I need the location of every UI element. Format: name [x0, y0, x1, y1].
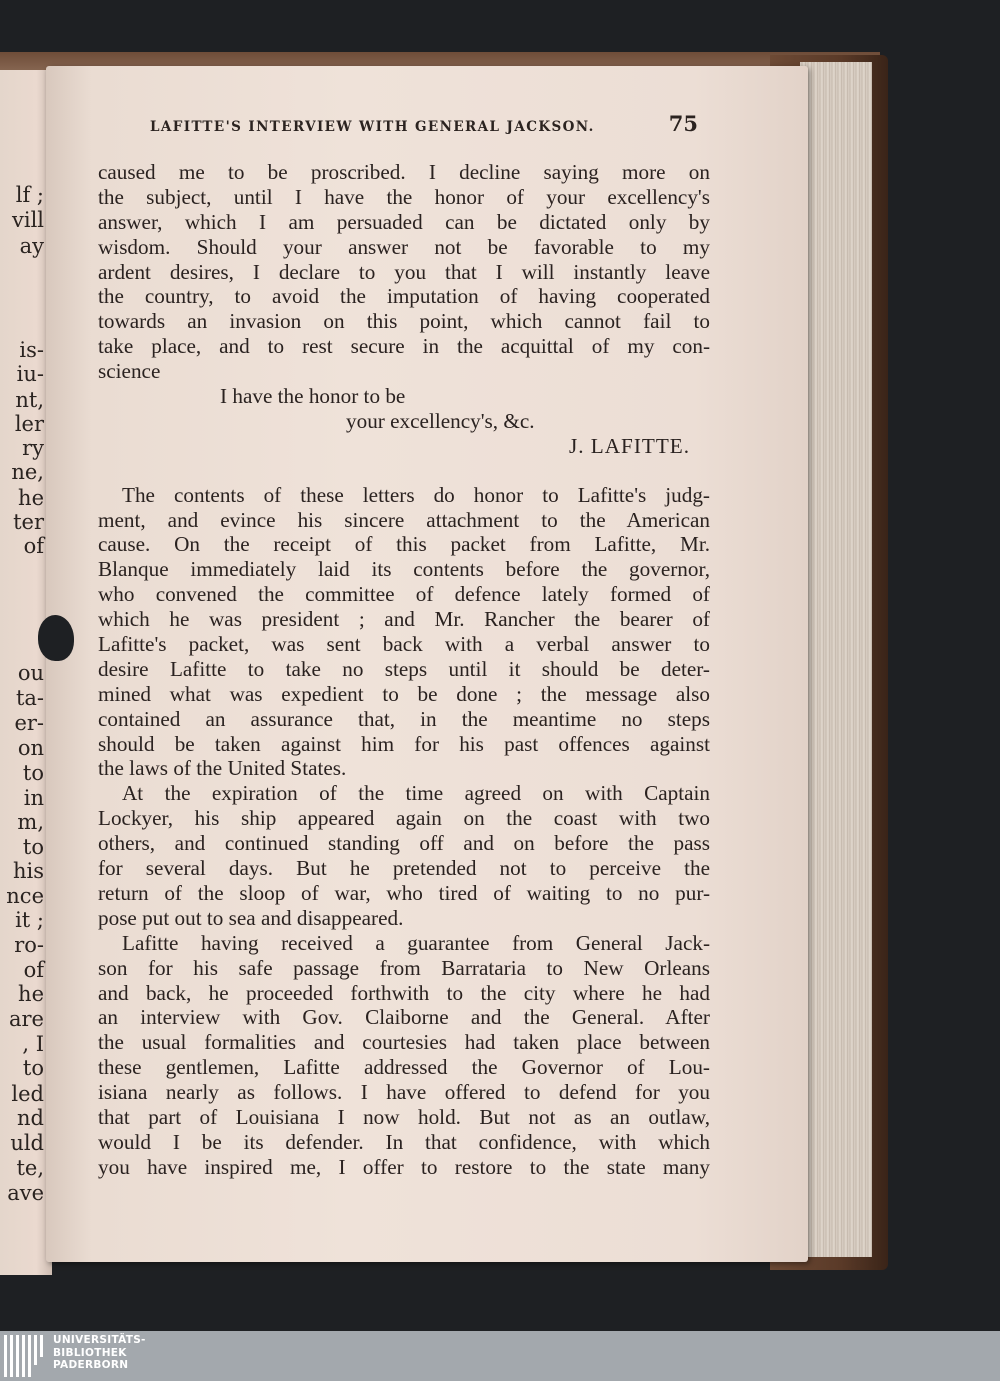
left-page-text-fragment: er- [14, 711, 44, 735]
left-page-text-fragment: of [23, 534, 44, 558]
left-page-text-fragment: nd [17, 1106, 44, 1130]
left-page-text-fragment: to [22, 835, 44, 859]
text-line: take place, and to rest secure in the acquittal of my con- [98, 334, 710, 359]
left-page-text-fragment: ter [13, 510, 44, 534]
text-line: son for his safe passage from Barrataria to New Orleans [98, 955, 710, 980]
page-header [150, 111, 698, 141]
left-page-text-fragment: on [17, 736, 44, 760]
left-page-text-fragment: uld [10, 1131, 44, 1155]
left-page-text-fragment: of [23, 958, 44, 982]
logo-bar [22, 1335, 25, 1377]
text-line: ardent desires, I declare to you that I will instantly leave [98, 259, 710, 284]
left-page-text-fragment: he [18, 982, 44, 1006]
letter-conclusion [98, 160, 710, 384]
text-line: who convened the committee of defence lately formed of [98, 582, 710, 607]
paragraph [98, 931, 710, 1180]
logo-bar [10, 1335, 13, 1377]
library-name-line: UNIVERSITÄTS- [53, 1334, 146, 1346]
left-page-text-fragment: ta- [15, 686, 44, 710]
text-line: towards an invasion on this point, which cannot fail to [98, 309, 710, 334]
library-name-line: PADERBORN [53, 1359, 129, 1371]
text-line: these gentlemen, Lafitte addressed the Governor of Lou- [98, 1055, 710, 1080]
text-line: Lafitte's packet, was sent back with a verbal answer to [98, 632, 710, 657]
running-head: LAFITTE'S INTERVIEW WITH GENERAL JACKSON. [150, 119, 595, 135]
text-line: pose put out to sea and disappeared. [98, 905, 404, 930]
left-page-text-fragment: led [11, 1082, 44, 1106]
text-line: the subject, until I have the honor of your excellency's [98, 184, 710, 209]
left-page-text-fragment: he [18, 486, 44, 510]
page-body [98, 160, 710, 1180]
left-page-text-fragment: te, [16, 1156, 44, 1180]
text-line: isiana nearly as follows. I have offered to defend for you [98, 1080, 710, 1105]
text-line: Lockyer, his ship appeared again on the coast with two [98, 806, 710, 831]
library-logo-icon [4, 1335, 46, 1377]
text-line: cause. On the receipt of this packet from Lafitte, Mr. [98, 532, 710, 557]
library-footer [0, 1331, 1000, 1381]
logo-bar [28, 1335, 31, 1377]
left-page-text-fragment: iu- [16, 362, 44, 386]
text-line: the laws of the United States. [98, 756, 347, 781]
text-line: an interview with Gov. Claiborne and the General. After [98, 1005, 710, 1030]
signature: J. LAFITTE. [568, 433, 690, 458]
text-line: contained an assurance that, in the meantime no steps [98, 706, 710, 731]
left-page-text-fragment: ry [22, 436, 44, 460]
left-page-text-fragment: in [23, 786, 44, 810]
left-page-text-fragment: it ; [15, 908, 44, 932]
paragraph [98, 781, 710, 930]
text-line: the country, to avoid the imputation of having cooperated [98, 284, 710, 309]
left-page-text-fragment: vill [11, 208, 44, 232]
left-page-text-fragment: his [12, 859, 44, 883]
left-page-text-fragment: ne, [11, 460, 44, 484]
page-number: 75 [668, 111, 698, 136]
logo-bar [16, 1335, 19, 1377]
closing-line: I have the honor to be [220, 384, 406, 409]
left-page-text-fragment: lf ; [15, 183, 44, 207]
text-line: the usual formalities and courtesies had taken place between [98, 1030, 710, 1055]
left-page-text-fragment: ave [7, 1181, 44, 1205]
text-line: ment, and evince his sincere attachment to the American [98, 507, 710, 532]
library-name-line: BIBLIOTHEK [53, 1346, 127, 1359]
closing-line: your excellency's, &c. [346, 408, 535, 433]
page-edges [800, 62, 872, 1257]
text-line: Blanque immediately laid its contents before the governor, [98, 557, 710, 582]
text-line: return of the sloop of war, who tired of waiting to no pur- [98, 880, 710, 905]
left-page-text-fragment: , I [22, 1032, 44, 1056]
left-page-text-fragment: to [22, 1056, 44, 1080]
text-line: others, and continued standing off and on before the pass [98, 831, 710, 856]
logo-bar [40, 1335, 43, 1357]
text-line: for several days. But he pretended not to perceive the [98, 856, 710, 881]
left-page-text-fragment: m, [17, 810, 44, 834]
left-page-text-fragment: to [22, 761, 44, 785]
left-page-text-fragment: ou [17, 661, 44, 685]
text-line: The contents of these letters do honor to Lafitte's judg- [122, 482, 710, 507]
left-page-text-fragment: are [9, 1007, 44, 1031]
binding-hole [38, 615, 74, 661]
letter-closing [98, 384, 710, 459]
text-line: At the expiration of the time agreed on with Captain [122, 781, 710, 806]
text-line: answer, which I am persuaded can be dictated only by [98, 209, 710, 234]
left-page [0, 70, 52, 1275]
text-line: should be taken against him for his past offences against [98, 731, 710, 756]
left-page-text-fragment: ler [14, 412, 44, 436]
text-line: would I be its defender. In that confidence, with which [98, 1129, 710, 1154]
left-page-text-fragment: ay [19, 234, 44, 258]
left-page-text-fragment: nt, [15, 388, 44, 412]
left-page-text-fragment: nce [6, 884, 44, 908]
text-line: Lafitte having received a guarantee from General Jack- [122, 930, 710, 955]
text-line: which he was president ; and Mr. Rancher the bearer of [98, 607, 710, 632]
text-line: that part of Louisiana I now hold. But not as an outlaw, [98, 1104, 710, 1129]
left-page-text-fragment: ro- [14, 933, 44, 957]
text-line: caused me to be proscribed. I decline saying more on [98, 160, 710, 184]
text-line: mined what was expedient to be done ; the message also [98, 681, 710, 706]
paragraph [98, 483, 710, 782]
text-line: and back, he proceeded forthwith to the city where he had [98, 980, 710, 1005]
logo-bar [34, 1335, 37, 1365]
text-line: you have inspired me, I offer to restore to the state many [98, 1154, 710, 1179]
text-line: desire Lafitte to take no steps until it should be deter- [98, 656, 710, 681]
left-page-text-fragment: is- [19, 338, 44, 362]
library-name [53, 1334, 146, 1372]
text-line: science [98, 359, 161, 384]
logo-bar [4, 1335, 7, 1377]
text-line: wisdom. Should your answer not be favorable to my [98, 234, 710, 259]
